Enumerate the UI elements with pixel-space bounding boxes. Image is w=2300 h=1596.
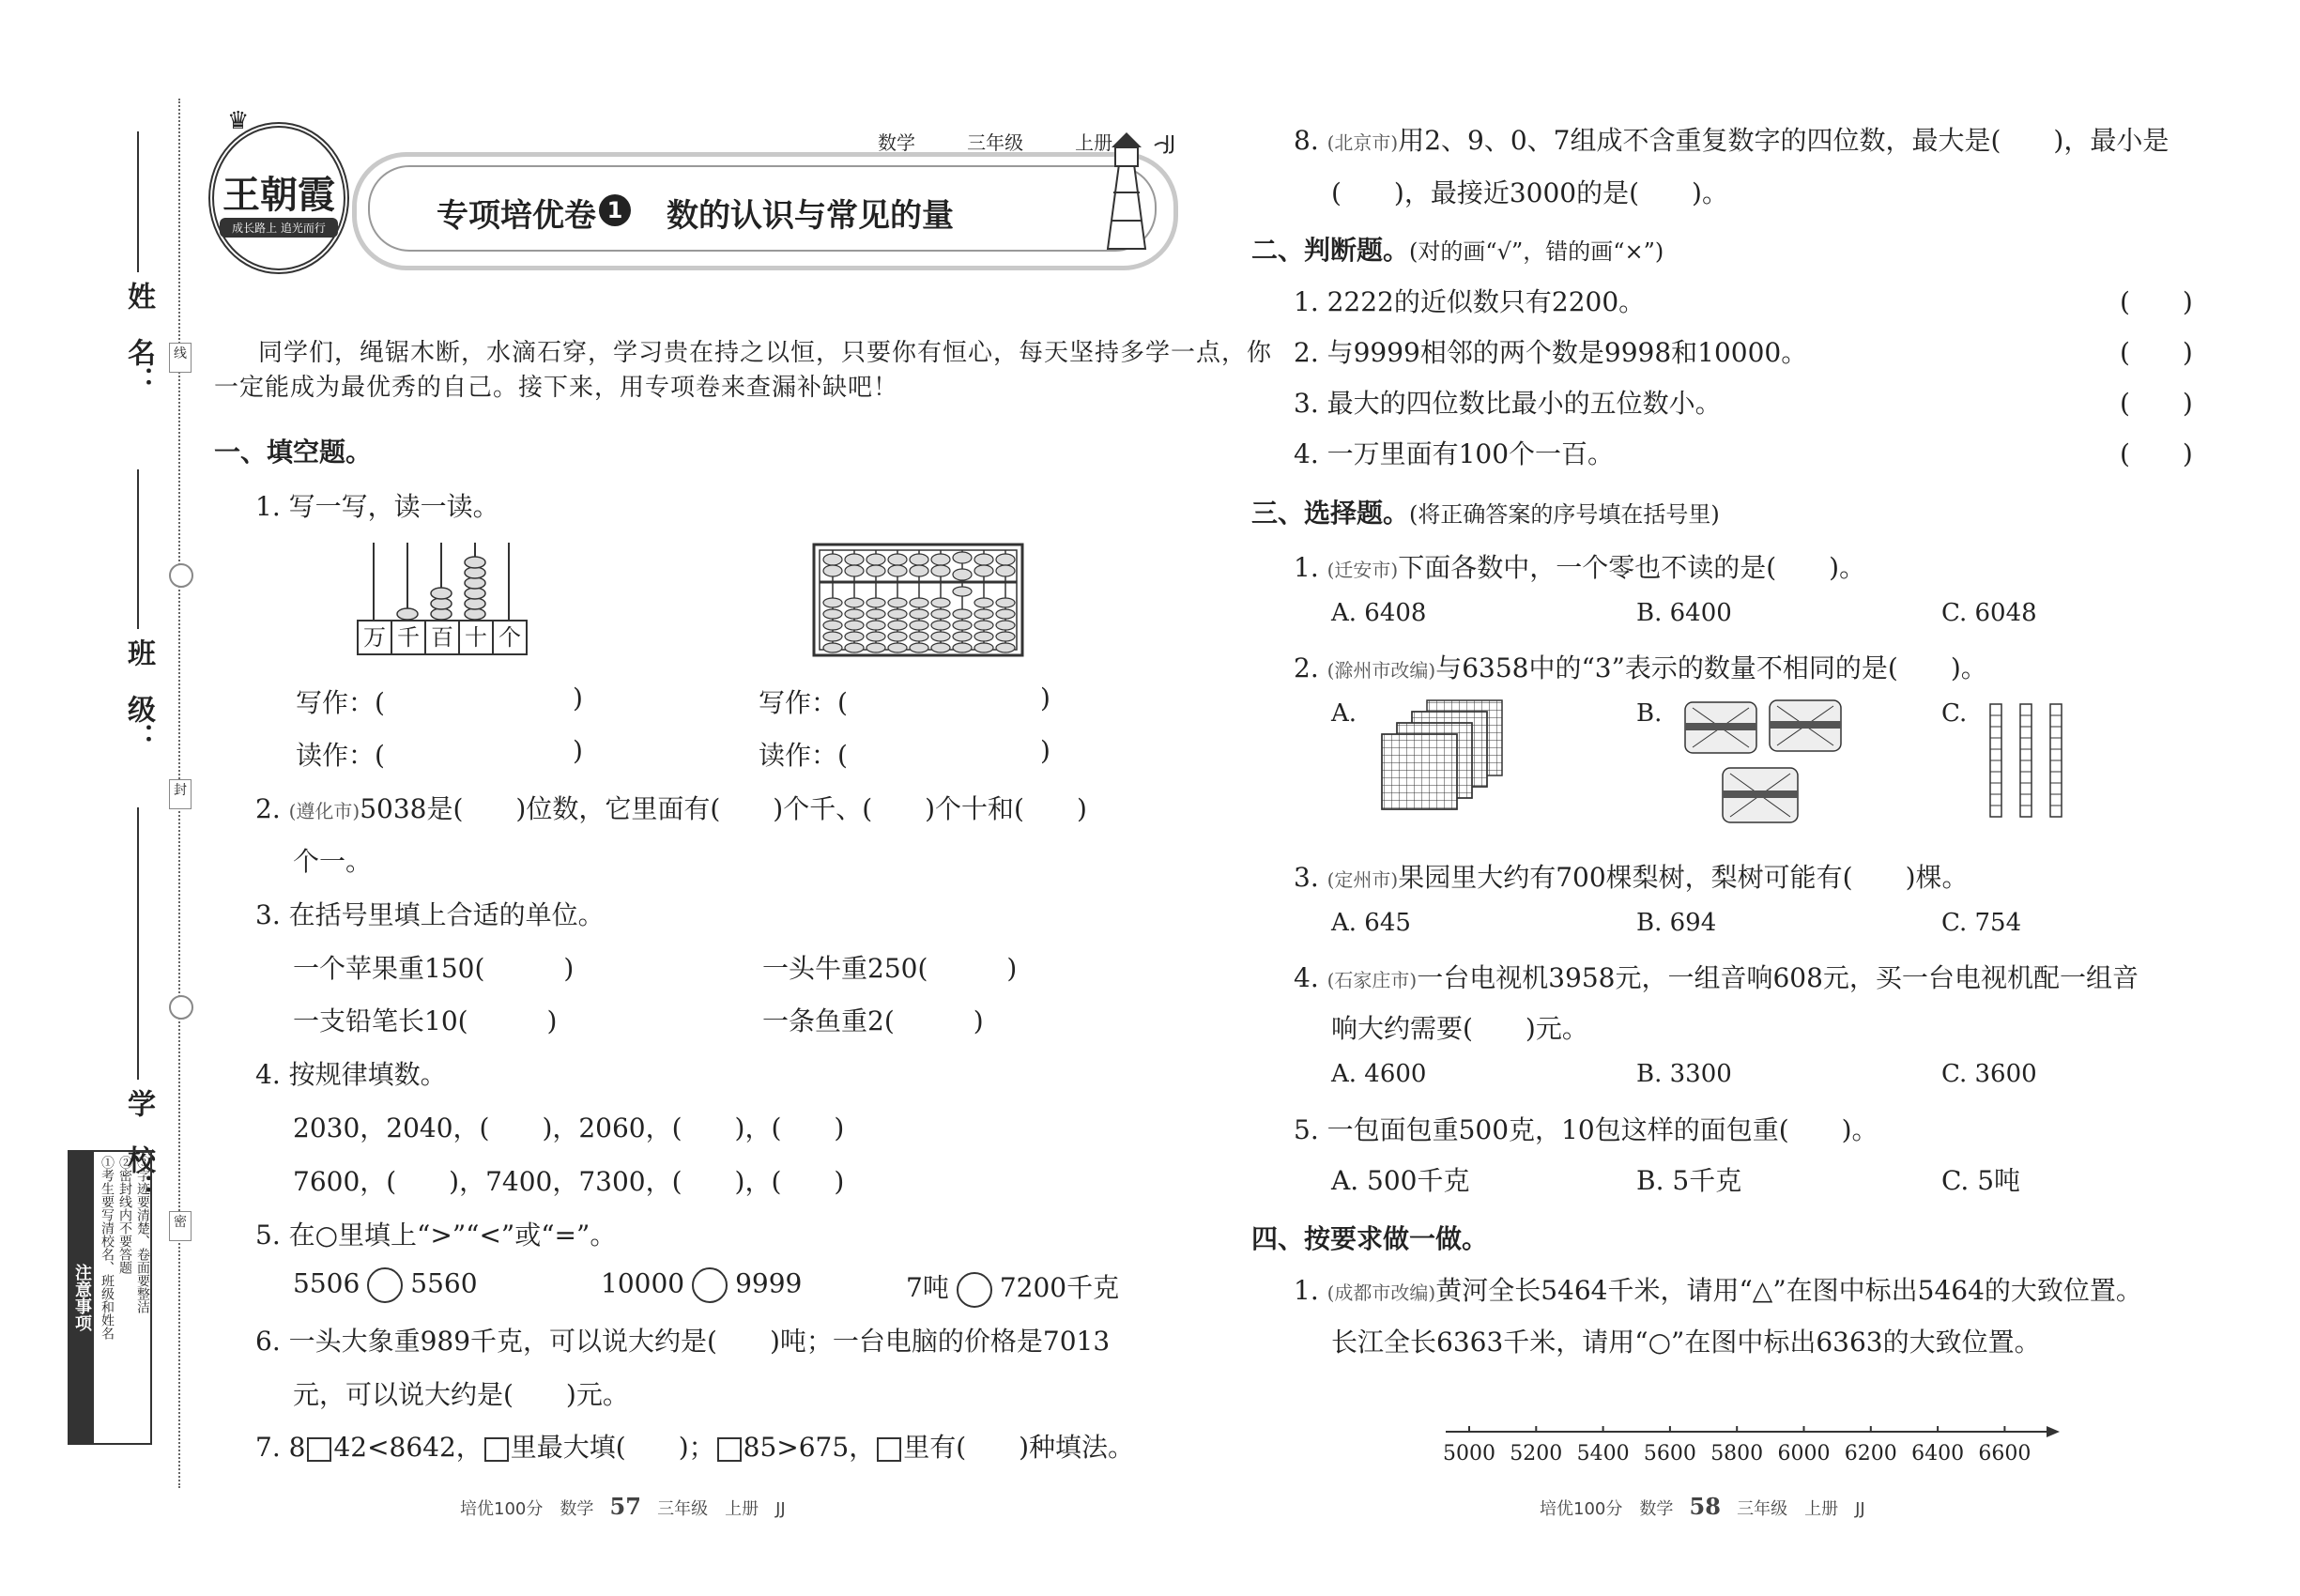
question xyxy=(255,1427,1134,1465)
blank-square[interactable] xyxy=(484,1437,509,1462)
abacus-bead xyxy=(866,609,885,619)
question xyxy=(255,789,1087,826)
abacus-bead xyxy=(866,632,885,641)
option[interactable]: B. 3300 xyxy=(1636,1060,1732,1088)
abacus-bead xyxy=(996,632,1015,641)
abacus-bead xyxy=(823,643,842,652)
q-text: 一台电视机3958元，一组音响608元，买一台电视机配一组音 xyxy=(1417,962,2139,993)
abacus-bead xyxy=(996,609,1015,619)
number-line-label: 5400 xyxy=(1576,1442,1630,1466)
q-text: 黄河全长5464千米，请用“△”在图中标出5464的大致位置。 xyxy=(1435,1275,2142,1306)
judge-bracket[interactable]: ( ) xyxy=(2120,388,2193,419)
q-text: 85>675， xyxy=(743,1432,876,1463)
abacus-bead xyxy=(888,609,907,619)
blank-square[interactable] xyxy=(307,1437,331,1462)
q-text: 42<8642， xyxy=(333,1432,483,1463)
hundred-flats-figure xyxy=(1369,695,1519,831)
page-footer xyxy=(460,1493,786,1520)
abacus-bead xyxy=(931,609,950,619)
abacus-bead xyxy=(931,598,950,607)
unit-item: 一个苹果重150( ) xyxy=(293,953,575,984)
q-text: 用2、9、0、7组成不含重复数字的四位数，最大是( )，最小是 xyxy=(1398,125,2170,156)
q-text: 响大约需要( )元。 xyxy=(1331,1013,1588,1044)
q-text: 果园里大约有700棵梨树，梨树可能有( )棵。 xyxy=(1398,862,1969,893)
source-tag: (北京市) xyxy=(1326,131,1399,154)
q-text: 6. 一头大象重989千克，可以说大约是( )吨；一台电脑的价格是7013 xyxy=(255,1326,1111,1357)
compare-circle[interactable] xyxy=(957,1272,992,1308)
judge-bracket[interactable]: ( ) xyxy=(2120,337,2193,368)
close-paren: ) xyxy=(1040,683,1050,714)
abacus-bead xyxy=(866,643,885,652)
suanpan-abacus-figure xyxy=(812,543,1024,657)
class-label: 班 级： xyxy=(122,638,155,751)
question xyxy=(1294,648,1987,685)
abacus-bead xyxy=(910,643,928,652)
abacus-bead xyxy=(845,565,864,576)
cut-mark-1: 线 xyxy=(169,343,192,373)
judge-bracket[interactable]: ( ) xyxy=(2120,438,2193,469)
abacus-bead xyxy=(823,609,842,619)
q-text: 个一。 xyxy=(293,846,373,877)
unit-item: 一支铅笔长10( ) xyxy=(293,1005,558,1036)
abacus-bead xyxy=(888,565,907,576)
section-title: 一、填空题。 xyxy=(214,437,373,468)
question xyxy=(1294,958,2139,995)
option[interactable]: A. xyxy=(1331,699,1357,728)
notice-box xyxy=(68,1150,152,1445)
intro-line: 一定能成为最优秀的自己。接下来，用专项卷来查漏补缺吧！ xyxy=(214,374,899,402)
compare-right: 9999 xyxy=(735,1267,803,1299)
option[interactable]: C. 3600 xyxy=(1941,1060,2037,1088)
compare-right: 7200千克 xyxy=(999,1272,1120,1303)
abacus-bead xyxy=(996,565,1015,576)
option[interactable]: B. 6400 xyxy=(1636,599,1732,627)
q-text: 7. 8 xyxy=(255,1432,306,1463)
school-label: 学 校： xyxy=(122,1089,155,1202)
compare-left: 10000 xyxy=(601,1267,685,1299)
paper-label: 专项培优卷 xyxy=(437,197,596,235)
abacus-bead xyxy=(953,632,972,641)
meta-subject: 数学 xyxy=(878,131,915,154)
q-text: 元，可以说大约是( )元。 xyxy=(293,1379,629,1410)
abacus-bead xyxy=(823,565,842,576)
section-title: 三、选择题。 xyxy=(1251,498,1410,529)
class-line[interactable] xyxy=(137,469,139,629)
footer-text: 三年级 上册 JJ xyxy=(657,1499,786,1519)
abacus-bead xyxy=(845,643,864,652)
ten-rods-figure xyxy=(1981,699,2075,826)
judge-item: 3. 最大的四位数比最小的五位数小。 xyxy=(1294,388,1722,419)
q-text: 长江全长6363千米，请用“○”在图中标出6363的大致位置。 xyxy=(1331,1327,2041,1358)
q-number: 2. xyxy=(1294,652,1319,683)
option[interactable]: B. 694 xyxy=(1636,909,1717,937)
q-text: ( )，最接近3000的是( )。 xyxy=(1331,177,1728,208)
abacus-bead xyxy=(974,554,993,565)
footer-text: 培优100分 数学 xyxy=(460,1499,594,1519)
compare-item xyxy=(601,1267,802,1303)
number-line-label: 5600 xyxy=(1643,1442,1696,1466)
q-number: 4. xyxy=(1294,962,1319,993)
abacus-bead xyxy=(866,565,885,576)
q-number: 1. xyxy=(1294,552,1319,583)
number-line-label: 5000 xyxy=(1443,1442,1495,1466)
abacus-bead xyxy=(888,621,907,630)
abacus-bead xyxy=(888,643,907,652)
abacus-bead xyxy=(953,587,972,596)
judge-item: 2. 与9999相邻的两个数是9998和10000。 xyxy=(1294,337,1808,368)
brand-slogan: 成长路上 追光而行 xyxy=(220,218,338,238)
abacus-bead xyxy=(910,609,928,619)
option[interactable]: C. 6048 xyxy=(1941,599,2037,627)
q-text: 下面各数中，一个零也不读的是( )。 xyxy=(1398,552,1866,583)
question xyxy=(1294,120,2169,158)
abacus-bead xyxy=(931,632,950,641)
cut-mark-2: 封 xyxy=(169,779,192,809)
section-heading xyxy=(1251,230,1664,268)
abacus-bead xyxy=(974,643,993,652)
school-line[interactable] xyxy=(137,807,139,1080)
judge-item: 4. 一万里面有100个一百。 xyxy=(1294,438,1615,469)
option[interactable]: B. xyxy=(1636,699,1663,728)
brand-name: 王朝霞 xyxy=(222,173,335,217)
number-line-label: 5200 xyxy=(1510,1442,1563,1466)
stick-bundles-figure xyxy=(1676,695,1854,836)
q-number: 1. xyxy=(1294,1275,1319,1306)
place-label: 个 xyxy=(494,620,528,655)
write-label: 写作：( xyxy=(296,687,385,718)
number-line-label: 6400 xyxy=(1911,1442,1965,1466)
footer-text: 培优100分 数学 xyxy=(1540,1499,1674,1519)
abacus-bead xyxy=(845,598,864,607)
meta-grade: 三年级 xyxy=(967,131,1024,154)
name-label: 姓 名： xyxy=(122,282,155,394)
q-text: 5038是( )位数，它里面有( )个千、( )个十和( ) xyxy=(360,793,1087,824)
punch-hole-icon xyxy=(169,995,193,1020)
section-heading xyxy=(1251,493,1720,530)
number-line-label: 6600 xyxy=(1978,1442,2032,1466)
abacus-bead xyxy=(974,565,993,576)
abacus-bead xyxy=(910,565,928,576)
q-number: 2. xyxy=(255,793,281,824)
abacus-bead xyxy=(953,569,972,580)
place-label: 百 xyxy=(426,620,460,655)
abacus-bead xyxy=(866,554,885,565)
compare-item xyxy=(293,1267,478,1303)
compare-right: 5560 xyxy=(410,1267,478,1299)
sequence-row: 7600，( )，7400，7300，( )，( ) xyxy=(293,1166,845,1197)
section-title: 四、按要求做一做。 xyxy=(1251,1223,1489,1254)
compare-circle[interactable] xyxy=(367,1267,403,1303)
q-text: 5. 一包面包重500克，10包这样的面包重( )。 xyxy=(1294,1114,1878,1145)
source-tag: (定州市) xyxy=(1326,868,1399,891)
notice-item: ②密封线内不要答题 xyxy=(117,1156,132,1274)
unit-item: 一条鱼重2( ) xyxy=(762,1005,984,1036)
abacus-bead xyxy=(910,621,928,630)
abacus-bead xyxy=(953,621,972,630)
source-tag: (滁州市改编) xyxy=(1326,659,1436,682)
meta-volume: 上册 xyxy=(1075,131,1113,154)
abacus-bead xyxy=(823,598,842,607)
abacus-bead xyxy=(845,609,864,619)
brand-logo xyxy=(208,107,349,274)
page-number: 58 xyxy=(1689,1493,1721,1520)
question-stem: 1. 写一写，读一读。 xyxy=(255,491,499,522)
option[interactable]: A. 4600 xyxy=(1331,1060,1427,1088)
q-text: 里最大填( )； xyxy=(510,1432,715,1463)
option[interactable]: A. 500千克 xyxy=(1331,1165,1470,1196)
number-line-label: 6200 xyxy=(1844,1442,1897,1466)
footer-text: 三年级 上册 JJ xyxy=(1737,1499,1865,1519)
option[interactable]: C. xyxy=(1941,699,1968,728)
abacus-bead xyxy=(931,621,950,630)
cut-mark-3: 密 xyxy=(169,1211,192,1241)
question-stem: 3. 在括号里填上合适的单位。 xyxy=(255,899,605,930)
abacus-bead xyxy=(845,632,864,641)
q-text: 与6358中的“3”表示的数量不相同的是( )。 xyxy=(1435,652,1987,683)
punch-hole-icon xyxy=(169,563,193,588)
write-label: 写作：( xyxy=(759,687,848,718)
close-paren: ) xyxy=(1040,735,1050,766)
abacus-place-labels xyxy=(357,620,528,655)
abacus-bead xyxy=(974,621,993,630)
abacus-bead xyxy=(888,632,907,641)
question xyxy=(1294,1270,2142,1308)
unit-item: 一头牛重250( ) xyxy=(762,953,1018,984)
source-tag: (成都市改编) xyxy=(1326,1281,1436,1304)
abacus-bead xyxy=(996,643,1015,652)
option[interactable]: C. 754 xyxy=(1941,909,2022,937)
option[interactable]: B. 5千克 xyxy=(1636,1165,1742,1196)
sequence-row: 2030，2040，( )，2060，( )，( ) xyxy=(293,1113,845,1143)
place-label: 十 xyxy=(460,620,494,655)
section-note: (将正确答案的序号填在括号里) xyxy=(1409,501,1720,528)
read-label: 读作：( xyxy=(759,740,848,771)
abacus-bead xyxy=(910,554,928,565)
section-note: (对的画“√”，错的画“×”) xyxy=(1409,238,1664,265)
abacus-bead xyxy=(823,554,842,565)
q-number: 8. xyxy=(1294,125,1319,156)
page-number: 57 xyxy=(609,1493,641,1520)
question xyxy=(1294,547,1865,585)
meta-edition: JJ xyxy=(1164,131,1176,154)
abacus-bead xyxy=(996,621,1015,630)
notice-item: ①考生要写清校名、班级和姓名 xyxy=(100,1156,115,1340)
option[interactable]: A. 645 xyxy=(1331,909,1411,937)
place-label: 千 xyxy=(392,620,426,655)
lighthouse-icon xyxy=(1070,127,1183,258)
abacus-bead xyxy=(931,565,950,576)
read-label: 读作：( xyxy=(296,740,385,771)
blank-square[interactable] xyxy=(717,1437,742,1462)
question-stem: 5. 在○里填上“>”“<”或“=”。 xyxy=(255,1220,617,1251)
notice-item: ③字迹要清楚、卷面要整洁 xyxy=(135,1156,150,1313)
judge-bracket[interactable]: ( ) xyxy=(2120,286,2193,317)
paper-title: 数的认识与常见的量 xyxy=(667,197,954,235)
abacus-bead xyxy=(910,632,928,641)
abacus-bead xyxy=(888,554,907,565)
abacus-bead xyxy=(931,643,950,652)
compare-item xyxy=(906,1267,1119,1308)
compare-circle[interactable] xyxy=(692,1267,728,1303)
abacus-bead xyxy=(823,632,842,641)
place-label: 万 xyxy=(357,620,392,655)
abacus-bead xyxy=(953,609,972,619)
q-text: 里有( )种填法。 xyxy=(903,1432,1135,1463)
number-line-label: 6000 xyxy=(1777,1442,1831,1466)
abacus-bead xyxy=(910,598,928,607)
judge-item: 1. 2222的近似数只有2200。 xyxy=(1294,286,1646,317)
abacus-bead xyxy=(888,598,907,607)
source-tag: (石家庄市) xyxy=(1326,969,1418,991)
abacus-bead xyxy=(996,598,1015,607)
close-paren: ) xyxy=(573,735,583,766)
page-footer xyxy=(1540,1493,1865,1520)
number-line-label: 5800 xyxy=(1710,1442,1764,1466)
source-tag: (迁安市) xyxy=(1326,559,1399,581)
question-stem: 4. 按规律填数。 xyxy=(255,1059,447,1090)
number-line[interactable] xyxy=(1436,1413,2065,1469)
compare-left: 5506 xyxy=(293,1267,360,1299)
option[interactable]: C. 5吨 xyxy=(1941,1165,2021,1196)
option[interactable]: A. 6408 xyxy=(1331,599,1427,627)
close-paren: ) xyxy=(573,683,583,714)
crown-icon: ♛ xyxy=(227,107,255,135)
abacus-bead xyxy=(866,621,885,630)
name-line[interactable] xyxy=(137,131,139,272)
abacus-bead xyxy=(823,621,842,630)
abacus-bead xyxy=(845,621,864,630)
q-number: 3. xyxy=(1294,862,1319,893)
abacus-bead xyxy=(953,552,972,563)
notice-title: 注意事项 xyxy=(69,1152,94,1443)
abacus-bead xyxy=(996,554,1015,565)
section-title: 二、判断题。 xyxy=(1251,235,1410,266)
abacus-bead xyxy=(845,554,864,565)
abacus-bead xyxy=(974,598,993,607)
compare-left: 7吨 xyxy=(906,1272,949,1303)
abacus-bead xyxy=(931,554,950,565)
question xyxy=(1294,857,1969,895)
abacus-bead xyxy=(953,643,972,652)
source-tag: (遵化市) xyxy=(288,800,360,822)
intro-line: 同学们，绳锯木断，水滴石穿，学习贵在持之以恒，只要你有恒心，每天坚持多学一点，你 xyxy=(258,339,1273,367)
abacus-bead xyxy=(866,598,885,607)
blank-square[interactable] xyxy=(877,1437,901,1462)
paper-number-badge: 1 xyxy=(599,194,631,226)
abacus-bead xyxy=(974,632,993,641)
abacus-bead xyxy=(974,609,993,619)
